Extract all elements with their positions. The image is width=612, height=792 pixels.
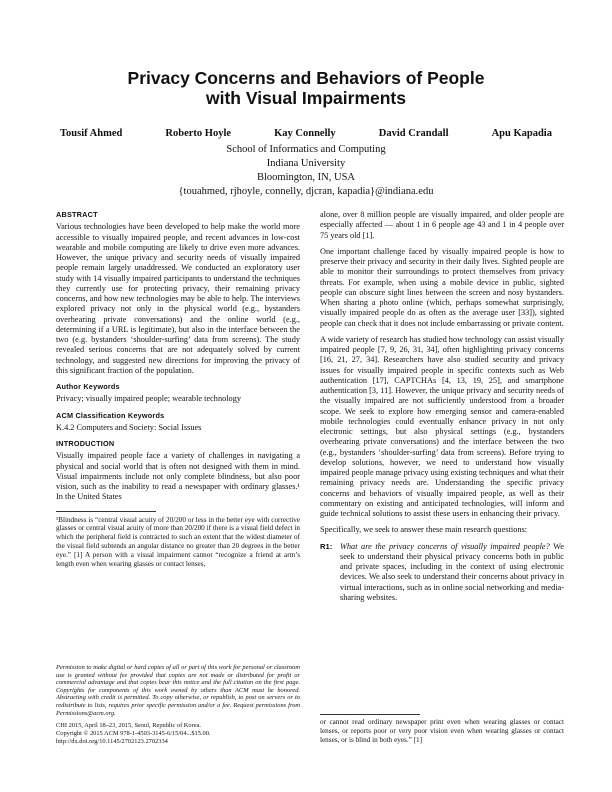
paper-title (0, 68, 612, 108)
footnote-rule (320, 714, 420, 715)
paragraph: A wide variety of research has studied how technology can assist visually impaired people [7, 9, 26, 31, 34], often highlighting privacy concerns [16, 21, 27, 34]. Researchers have also studied security and privacy issues for visually impaired people in specific contexts such as Web authentication [17], CAPTCHAs [4, 13, 19, 25], and smartphone authentication [3, 11]. However, the unique privacy and security needs of the visually impaired are not sufficiently understood from a broader scope. We seek to explore how emerging sensor and camera-enabled mobile technologies could eventually enhance privacy in not only electronic settings, but also physical settings (e.g., bystanders overhearing private conversations) and the interface between the two (e.g., bystanders ‘shoulder-surfing’ data from screens). Before trying to develop solutions, however, we need to understand how visually impaired people manage privacy using existing techniques and what their remaining privacy needs are. Understanding the specific privacy concerns and behaviors of visually impaired people, as well as their commentary on existing and anticipated technologies, will inform and guide technical solutions to assist these users in enhancing their privacy. (320, 334, 565, 518)
affiliation-block (0, 143, 612, 199)
introduction-heading: INTRODUCTION (56, 439, 115, 448)
affiliation-emails: {touahmed, rjhoyle, connelly, djcran, kapadia}@indiana.edu (178, 186, 434, 197)
footnote-rule (56, 511, 156, 512)
paragraph: One important challenge faced by visually impaired people is how to preserve their privacy and security in their daily lives. Sighted people are able to monitor their surroundings to protect themselves from privacy threats. For example, when using a mobile device in public, sighted people can obscure sight lines between the screen and nosy bystanders. When sharing a photo online (which, perhaps somewhat surprisingly, visually impaired people do as often as the average user [33]), sighted people can check that it does not include embarrassing or private content. (320, 246, 564, 328)
permission-notice: Permission to make digital or hard copies of all or part of this work for personal or classroom use is granted without fee provided that copies are not made or distributed for profit or commercial advantage and that copies bear this notice and the full citation on the first page. Copyrights for components of this work owned by others than ACM must be honored. Abstracting with credit is permitted. To copy otherwise, or republish, to post on servers or to redistribute to lists, requires prior specific permission and/or a fee. Request permissions from Permissions@acm.org. (56, 664, 300, 717)
author-name: Roberto Hoyle (165, 128, 232, 139)
keywords-text: Privacy; visually impaired people; wearable technology (56, 394, 242, 404)
affiliation-school: School of Informatics and Computing (226, 144, 386, 155)
research-question-label: R1: (320, 541, 333, 551)
author-list (60, 128, 552, 139)
keywords-heading: Author Keywords (56, 382, 120, 391)
copyright-line: Copyright © 2015 ACM 978-1-4503-3145-6/15/04...$15.00. (56, 730, 211, 738)
right-column (320, 210, 564, 603)
research-question-body (340, 542, 564, 604)
footnote-continuation-text: or cannot read ordinary newspaper print even when wearing glasses or contact lenses, or reports poor or very poor vision even when wearing glasses or contact lenses, or is blind in both eyes.” [1] (320, 718, 564, 744)
introduction-text: Visually impaired people face a variety of challenges in navigating a physical and social world that is often not designed with them in mind. Visual impairments include not only complete blindness, but also poor vision, such as the inability to read a newspaper with ordinary glasses.¹ In the United States (56, 451, 300, 502)
acm-text: K.4.2 Computers and Society: Social Issues (56, 422, 202, 432)
author-name: Kay Connelly (274, 128, 336, 139)
author-name: David Crandall (378, 128, 449, 139)
title-line-1: Privacy Concerns and Behaviors of People (127, 68, 485, 88)
conference-line: CHI 2015, April 18–23, 2015, Seoul, Republic of Korea. (56, 722, 202, 729)
doi-link[interactable]: http://dx.doi.org/10.1145/2702123.2702334 (56, 738, 168, 746)
footnote-continuation (320, 714, 564, 745)
research-question (320, 542, 564, 604)
author-name: Tousif Ahmed (60, 128, 123, 139)
abstract-text: Various technologies have been developed to help make the world more accessible to visually impaired people, and recent advances in low-cost wearable and mobile computing are likely to drive even more advances. However, the unique privacy and security needs of visually impaired people remain largely unaddressed. We conducted an exploratory user study with 14 visually impaired participants to understand the techniques they currently use for protecting privacy, their remaining privacy concerns, and how new technologies may be able to help. The interviews explored privacy not only in the physical world (e.g., bystanders overhearing private conversations) and the online world (e.g., determining if a URL is legitimate), but also in the interface between the two (e.g. bystanders ‘shoulder-surfing’ data from screens). The study revealed serious concerns that are not adequately solved by current technology, and suggested new directions for improving the privacy of this significant fraction of the population. (56, 222, 300, 375)
footnote-text: ¹Blindness is “central visual acuity of 20/200 or less in the better eye with corrective glasses or central visual acuity of more than 20/200 if there is a visual field defect in which the peripheral field is contracted to such an extent that the widest diameter of the visual field subtends an angular distance no greater than 20 degrees in the better eye.” [1] A person with a visual impairment cannot “recognize a friend at arm’s length even when wearing glasses or contact lenses, (56, 515, 300, 569)
paragraph: Specifically, we seek to answer these main research questions: (320, 525, 528, 535)
publication-info (56, 722, 300, 747)
acm-heading: ACM Classification Keywords (56, 410, 165, 420)
title-line-2: with Visual Impairments (205, 88, 406, 108)
research-question-title: What are the privacy concerns of visually impaired people? (340, 541, 550, 551)
abstract-heading: ABSTRACT (56, 210, 98, 219)
author-name: Apu Kapadia (491, 128, 552, 139)
affiliation-location: Bloomington, IN, USA (256, 172, 355, 183)
research-question-text: We seek to understand their physical privacy concerns both in public and private spaces, including in the context of using electronic devices. We also seek to understand their concerns about privacy in virtual interactions, such as in online social networking and media-sharing websites. (340, 541, 564, 602)
left-column (56, 210, 300, 575)
paragraph: alone, over 8 million people are visually impaired, and older people are especially affected — about 1 in 6 people age 43 and 1 in 4 people over 75 years old [1]. (320, 210, 564, 240)
affiliation-university: Indiana University (266, 158, 346, 169)
